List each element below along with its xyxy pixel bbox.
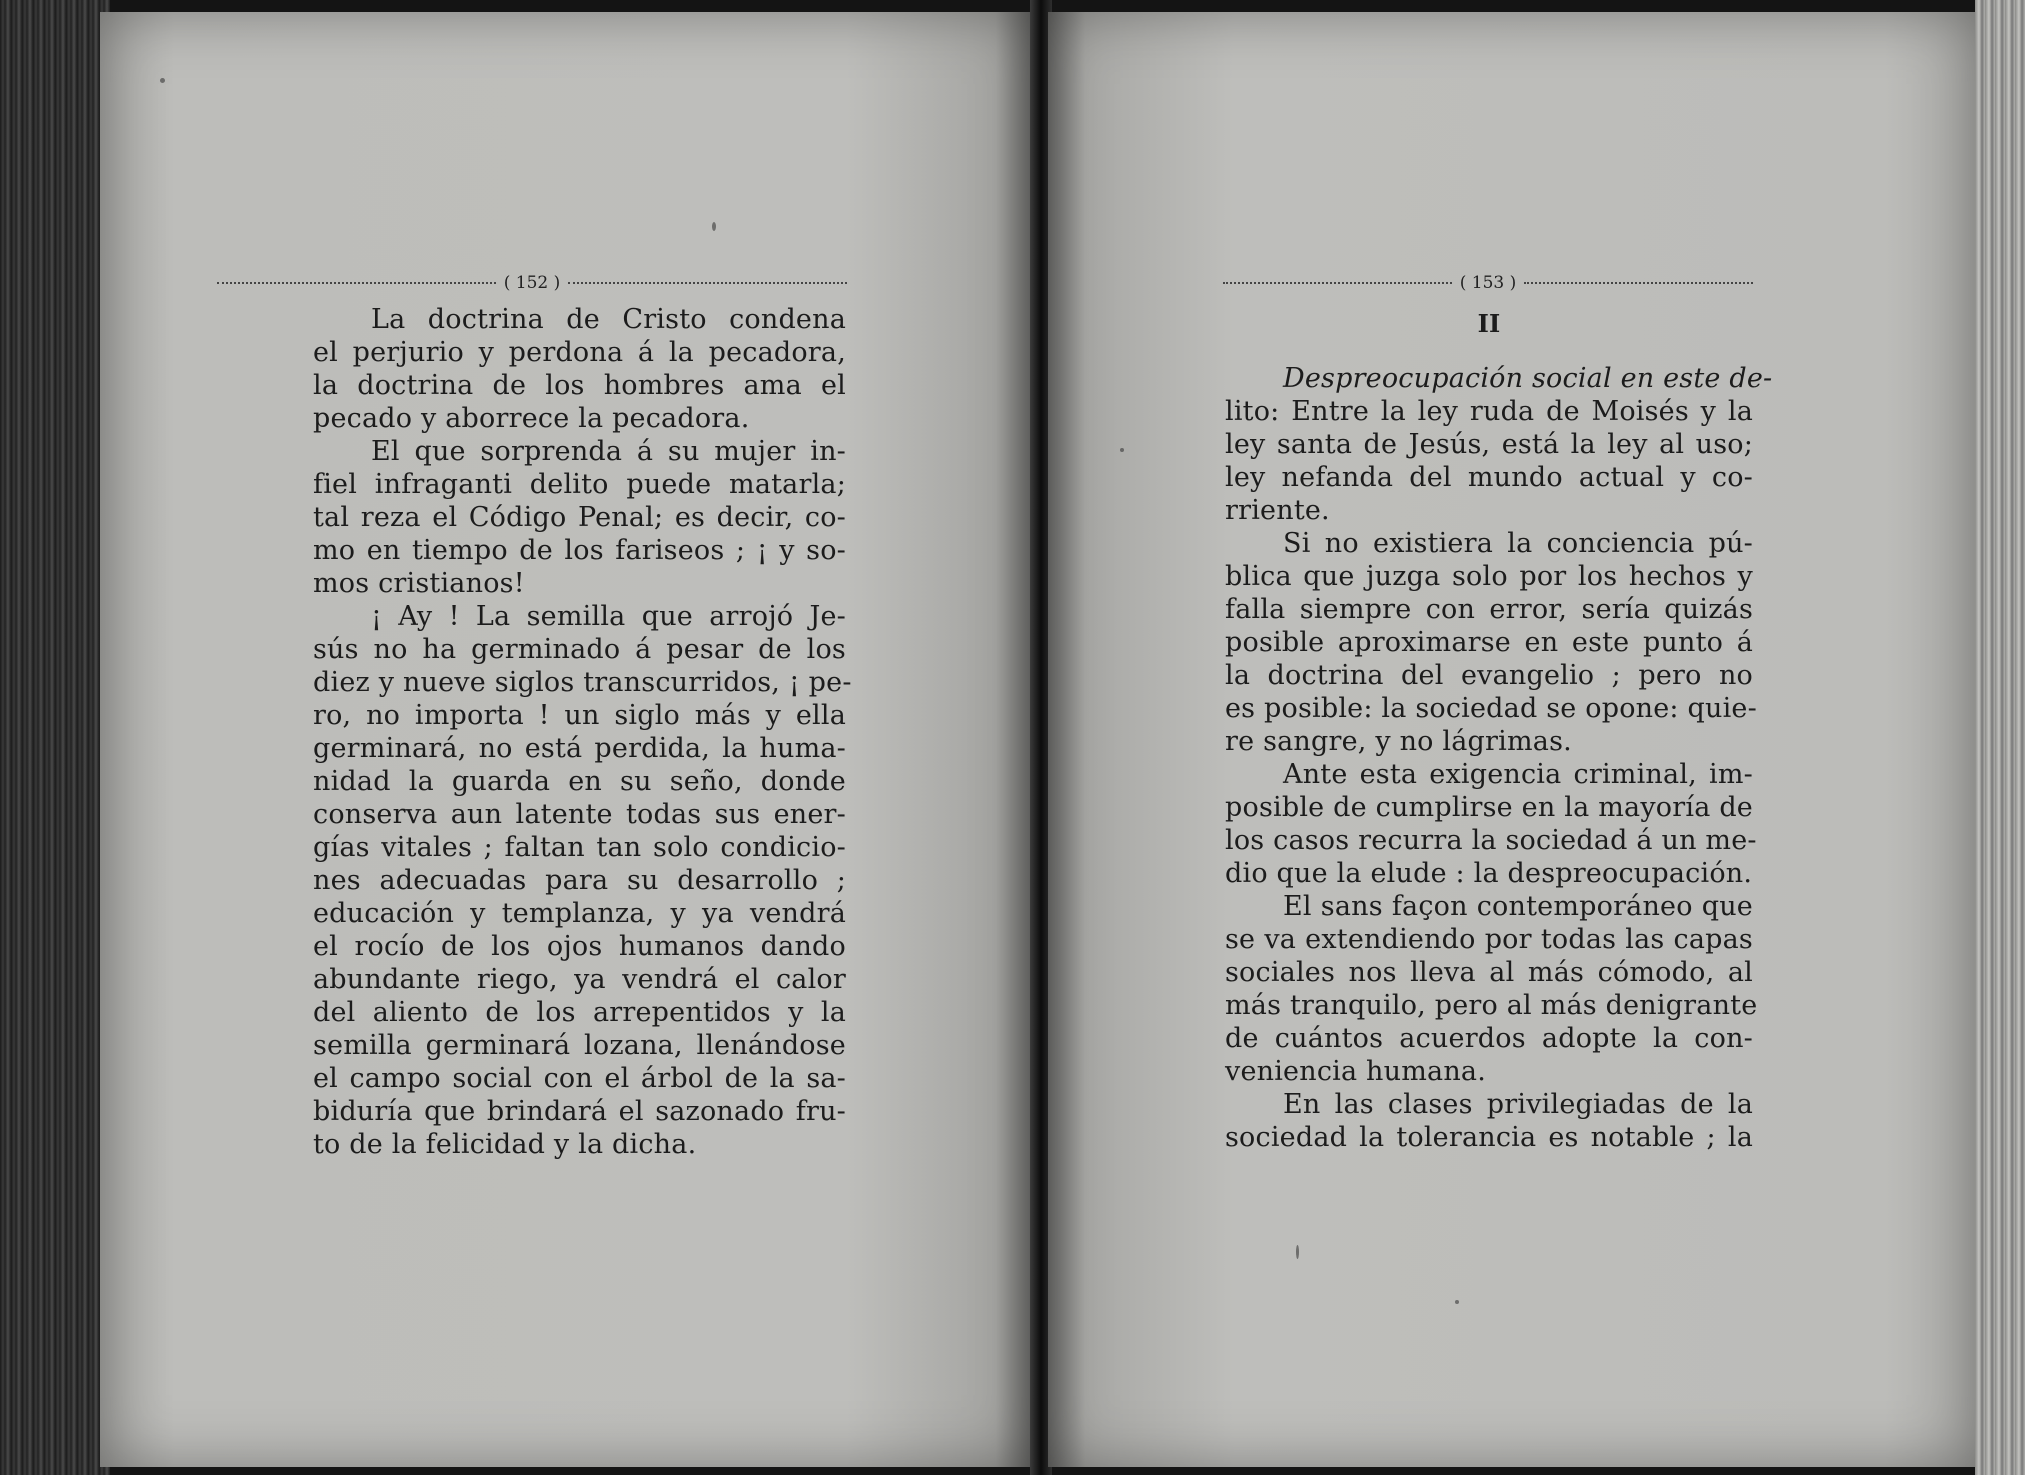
header-rule-left xyxy=(217,282,496,284)
text-line: sociedad la tolerancia es notable ; la xyxy=(1225,1122,1753,1153)
text-line: mo en tiempo de los fariseos ; ¡ y so- xyxy=(313,535,846,566)
text-line: posible de cumplirse en la mayoría de xyxy=(1225,792,1753,823)
text-line: blica que juzga solo por los hechos y xyxy=(1225,561,1753,592)
text-line: más tranquilo, pero al más denigrante xyxy=(1225,990,1758,1021)
text-line: dio que la elude : la despreocupación. xyxy=(1225,858,1753,889)
section-title-line: Despreocupación social en este de- xyxy=(1283,363,1773,394)
text-line: del aliento de los arrepentidos y la xyxy=(313,997,846,1028)
text-line: biduría que brindará el sazonado fru- xyxy=(313,1096,846,1127)
text-line: la doctrina del evangelio ; pero no xyxy=(1225,660,1753,691)
text-line: nes adecuadas para su desarrollo ; xyxy=(313,865,846,896)
text-line: la doctrina de los hombres ama el xyxy=(313,370,846,401)
text-line: ley santa de Jesús, está la ley al uso; xyxy=(1225,429,1753,460)
text-line: rriente. xyxy=(1225,495,1330,526)
text-line: Si no existiera la conciencia pú- xyxy=(1283,528,1753,559)
text-line: conserva aun latente todas sus ener- xyxy=(313,799,846,830)
text-line: es posible: la sociedad se opone: quie- xyxy=(1225,693,1757,724)
text-line: semilla germinará lozana, llenándose xyxy=(313,1030,846,1061)
left-page-text xyxy=(313,303,852,1161)
section-numeral: II xyxy=(1477,309,1501,338)
text-line: ro, no importa ! un siglo más y ella xyxy=(313,700,846,731)
text-line: de cuántos acuerdos adopte la con- xyxy=(1225,1023,1753,1054)
text-line: educación y templanza, y ya vendrá xyxy=(313,898,846,929)
text-line: La doctrina de Cristo condena xyxy=(371,304,846,335)
text-line: el perjurio y perdona á la pecadora, xyxy=(313,337,846,368)
text-line: se va extendiendo por todas las capas xyxy=(1225,924,1753,955)
text-line: el rocío de los ojos humanos dando xyxy=(313,931,846,962)
right-page-header xyxy=(1223,270,1753,296)
text-line: gías vitales ; faltan tan solo condicio- xyxy=(313,832,846,863)
text-line: posible aproximarse en este punto á xyxy=(1225,627,1753,658)
right-page-text xyxy=(1225,307,1773,1154)
text-line: ¡ Ay ! La semilla que arrojó Je- xyxy=(371,601,846,632)
left-page-header xyxy=(217,270,847,296)
scan-speck xyxy=(712,222,716,231)
header-rule-right xyxy=(568,282,847,284)
header-rule-right xyxy=(1524,282,1753,284)
text-line: mos cristianos! xyxy=(313,568,525,599)
scan-speck xyxy=(1120,448,1124,452)
text-line: ley nefanda del mundo actual y co- xyxy=(1225,462,1753,493)
text-line: el campo social con el árbol de la sa- xyxy=(313,1063,846,1094)
text-line: El que sorprenda á su mujer in- xyxy=(371,436,846,467)
left-page-number: ( 152 ) xyxy=(503,273,561,293)
text-line: En las clases privilegiadas de la xyxy=(1283,1089,1753,1120)
text-line: germinará, no está perdida, la huma- xyxy=(313,733,846,764)
text-line: sociales nos lleva al más cómodo, al xyxy=(1225,957,1753,988)
text-line: to de la felicidad y la dicha. xyxy=(313,1129,697,1160)
text-line: abundante riego, ya vendrá el calor xyxy=(313,964,846,995)
scan-speck xyxy=(160,78,165,83)
text-line: tal reza el Código Penal; es decir, co- xyxy=(313,502,846,533)
scan-speck xyxy=(1296,1245,1299,1259)
text-line: Ante esta exigencia criminal, im- xyxy=(1283,759,1753,790)
text-line: re sangre, y no lágrimas. xyxy=(1225,726,1572,757)
right-book-edge xyxy=(1975,0,2025,1475)
header-rule-left xyxy=(1223,282,1452,284)
scan-speck xyxy=(1455,1300,1459,1304)
right-page-number: ( 153 ) xyxy=(1459,273,1517,293)
text-line: los casos recurra la sociedad á un me- xyxy=(1225,825,1757,856)
text-line: falla siempre con error, sería quizás xyxy=(1225,594,1753,625)
text-line: diez y nueve siglos transcurridos, ¡ pe- xyxy=(313,667,852,698)
text-line: pecado y aborrece la pecadora. xyxy=(313,403,750,434)
text-line: sús no ha germinado á pesar de los xyxy=(313,634,846,665)
text-line: veniencia humana. xyxy=(1225,1056,1487,1087)
text-line: lito: Entre la ley ruda de Moisés y la xyxy=(1225,396,1753,427)
left-book-edge xyxy=(0,0,110,1475)
text-line: El sans façon contemporáneo que xyxy=(1283,891,1753,922)
text-line: fiel infraganti delito puede matarla; xyxy=(313,469,846,500)
text-line: nidad la guarda en su seño, donde xyxy=(313,766,846,797)
